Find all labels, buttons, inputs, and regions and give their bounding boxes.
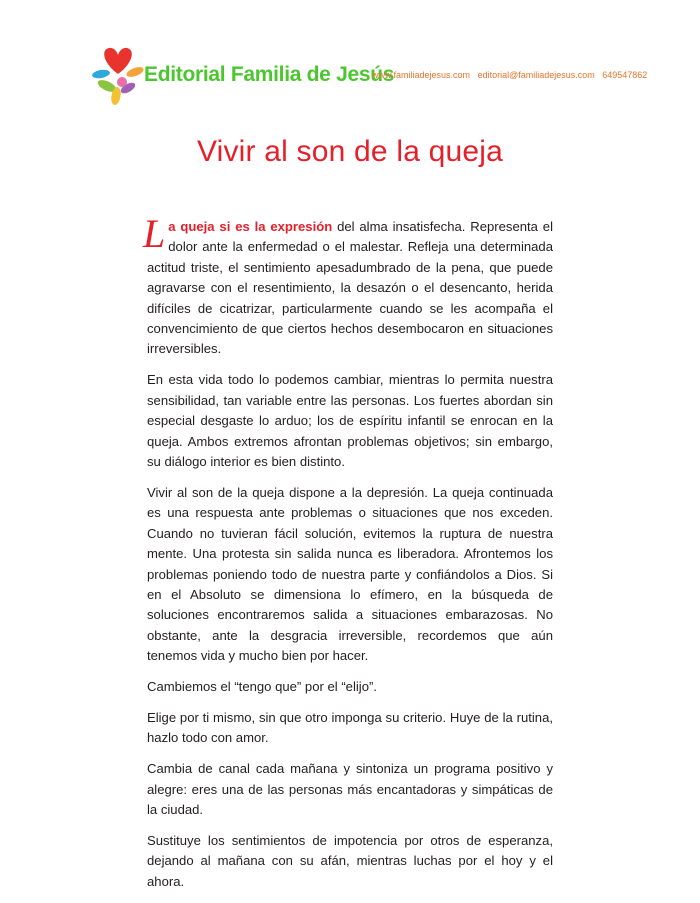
website-link[interactable]: www.familiadejesus.com	[372, 70, 471, 80]
publisher-name: Editorial Familia de Jesús	[144, 63, 395, 86]
page-title: Vivir al son de la queja	[196, 135, 504, 168]
page-header	[92, 44, 672, 110]
paragraph-3: Vivir al son de la queja dispone a la depresión. La queja continuada es una respuesta ante problemas o situaciones que nos exceden. Cuando no tuvieran fácil solución, evitemos la ruptura de nuestra mente. Una protesta sin salida nunca es liberadora. Afrontemos los problemas poniendo todo de nuestra parte y confiándolos a Dios. Si en el Absoluto se dimensiona lo efímero, en la búsqueda de soluciones encontraremos salida a situaciones embarazosas. No obstante, ante la desgracia irreversible, recordemos que aún tenemos vida y mucho bien por hacer.	[147, 484, 553, 664]
lead-phrase: a queja si es la expresión	[168, 219, 333, 234]
email-link[interactable]: editorial@familiadejesus.com	[477, 70, 595, 80]
paragraph-1	[143, 211, 553, 360]
paragraph-1-text: del alma insatisfecha. Representa el dolor ante la enfermedad o el malestar. Refleja una determinada actitud triste, el sentimiento apesadumbrado de la pena, que puede agravarse con el resentimiento, la desazón o el desencanto, herida difíciles de cicatrizar, particularmente cuando se les acompaña el convencimiento de que ciertos hechos desembocaron en situaciones irreversibles.	[147, 219, 553, 357]
paragraph-4: Cambiemos el “tengo que” por el “elijo”.	[147, 679, 377, 695]
paragraph-5: Elige por ti mismo, sin que otro imponga su criterio. Huye de la rutina, hazlo todo con amor.	[147, 709, 553, 746]
paragraph-6: Cambia de canal cada mañana y sintoniza un programa positivo y alegre: eres una de las personas más encantadoras y simpáticas de la ciudad.	[147, 761, 553, 818]
paragraph-7: Sustituye los sentimientos de impotencia por otros de esperanza, dejando al mañana con su afán, mientras luchas por el hoy y el ahora.	[147, 832, 553, 889]
family-hearts-logo	[92, 44, 144, 106]
phone-number: 649547862	[602, 70, 648, 80]
paragraph-2: En esta vida todo lo podemos cambiar, mientras lo permita nuestra sensibilidad, tan variable entre las personas. Los fuertes abordan sin especial desgaste lo arduo; los de espíritu infantil se enrocan en la queja. Ambos extremos afrontan problemas objetivos; sin embargo, su diálogo interior es bien distinto.	[147, 372, 553, 469]
contact-info	[372, 70, 652, 80]
drop-cap: L	[143, 211, 166, 256]
